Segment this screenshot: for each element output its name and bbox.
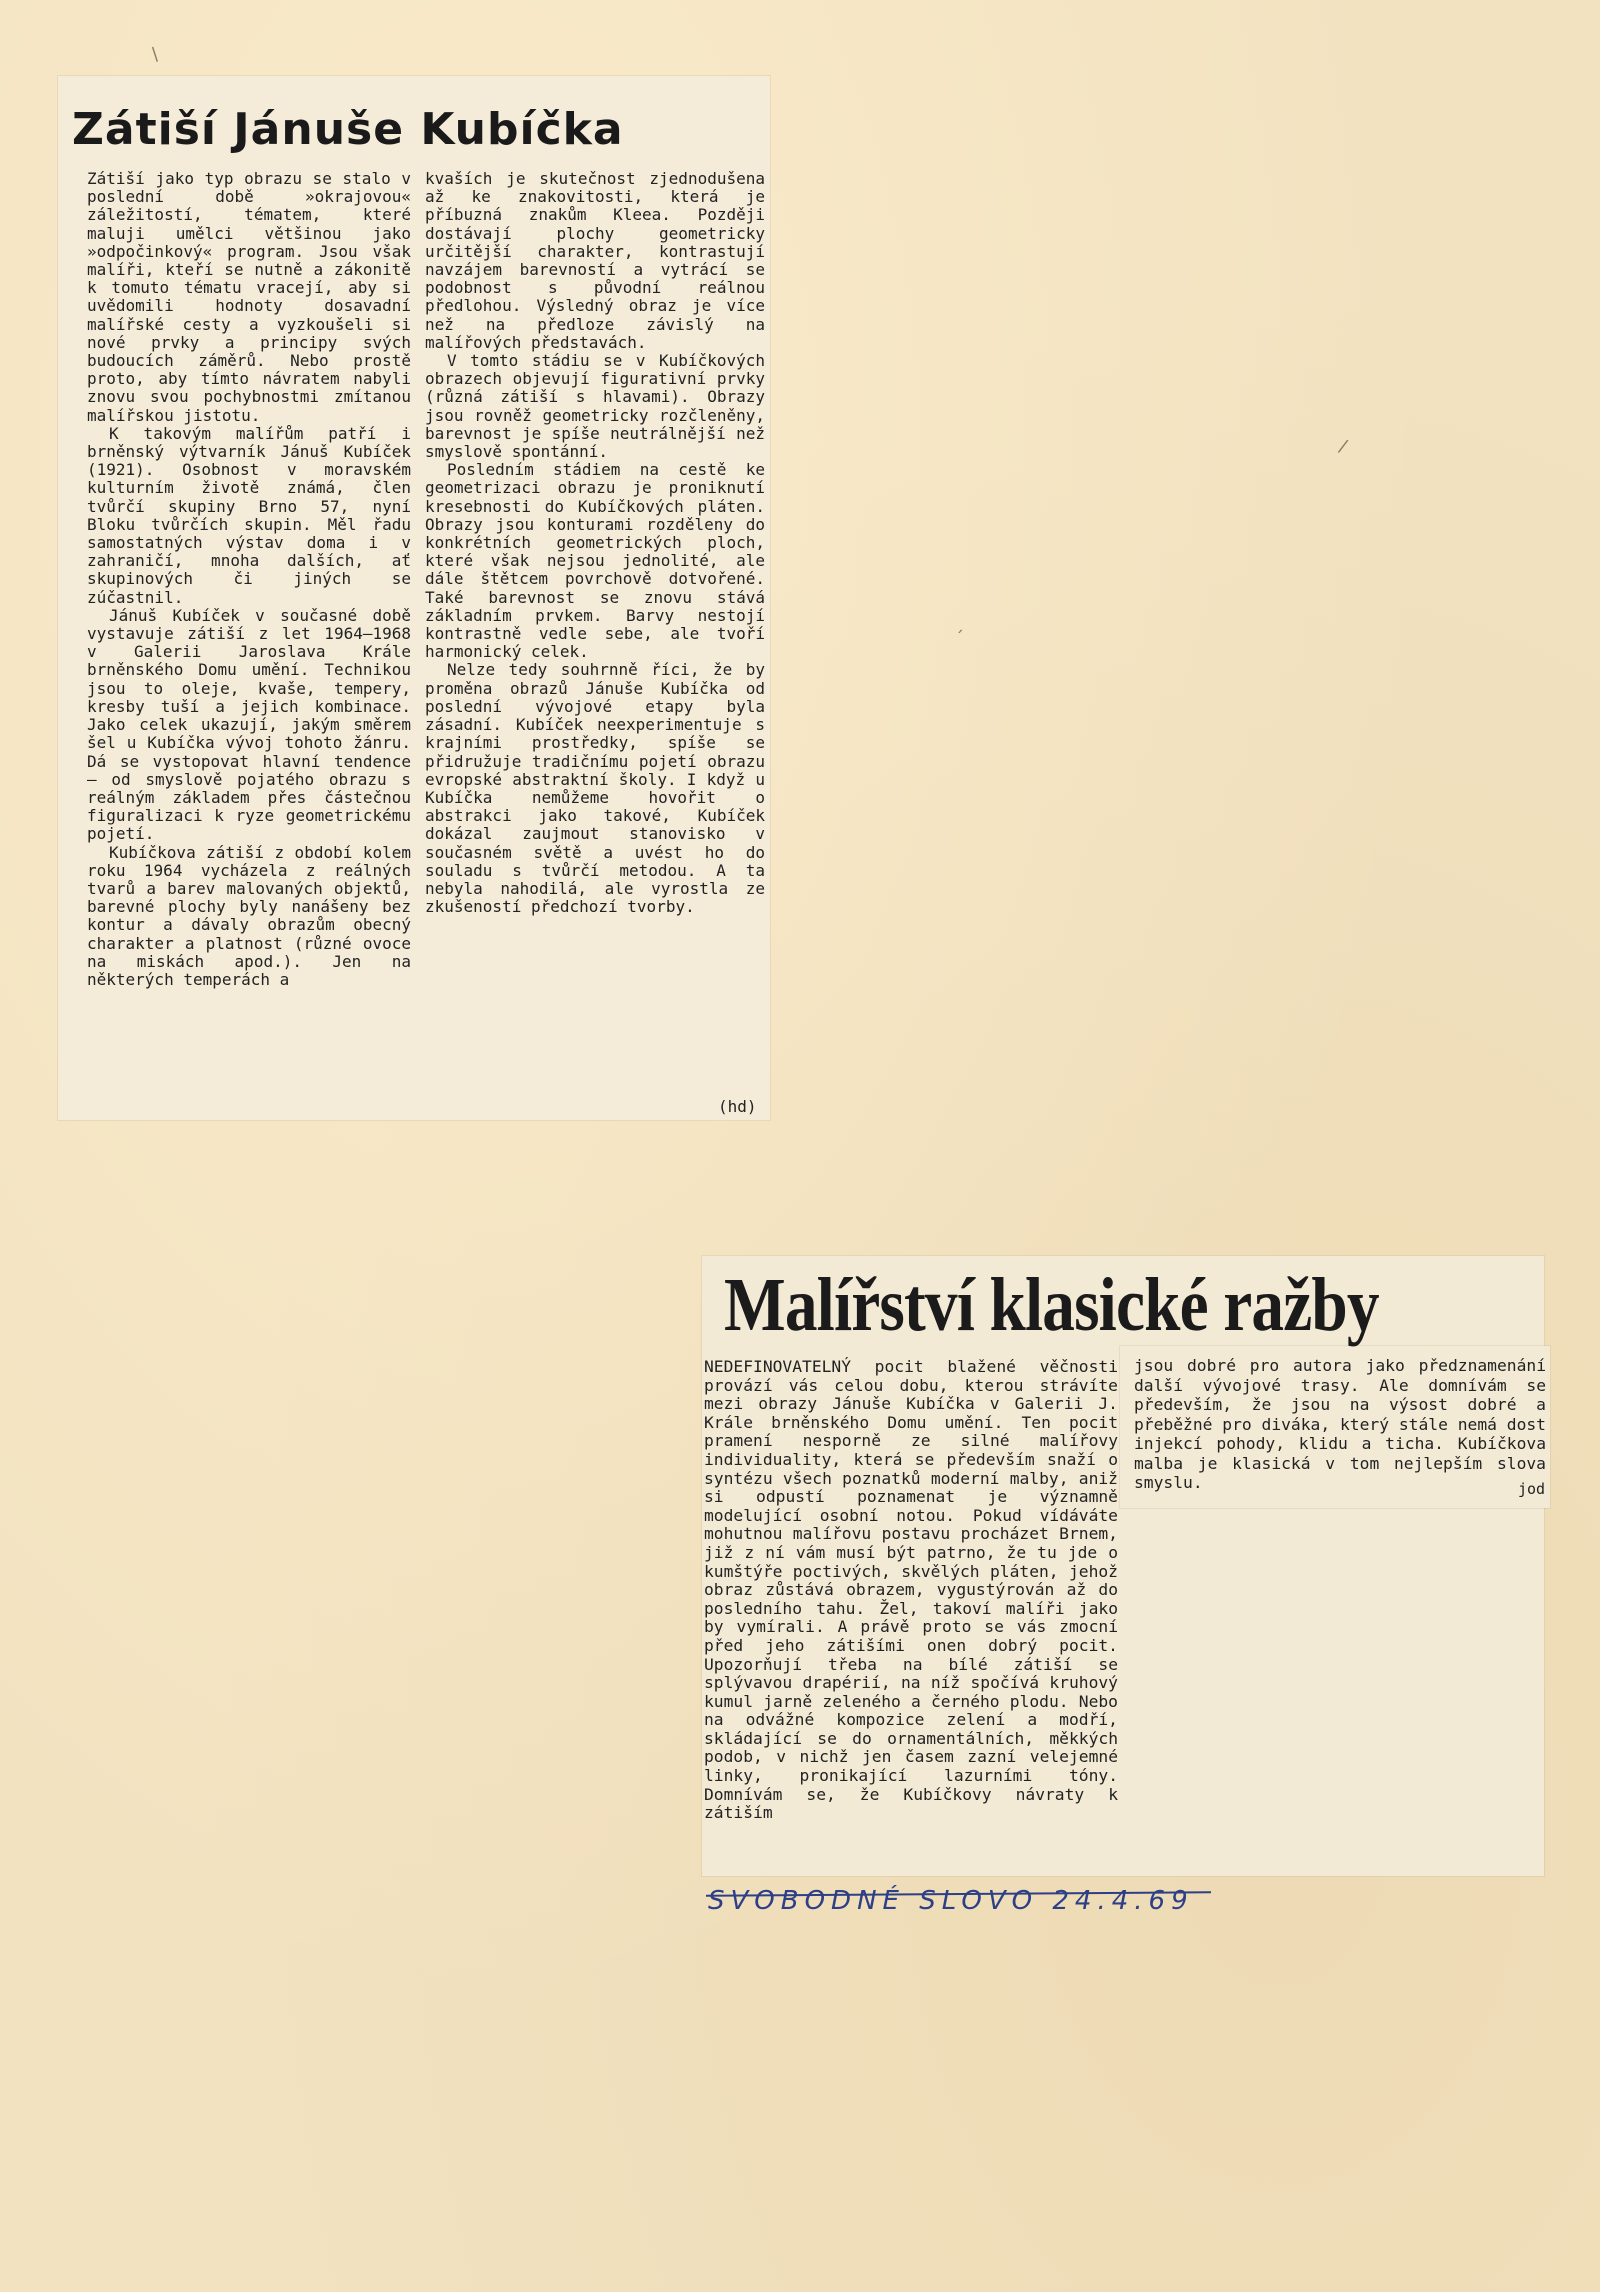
author-signature: jod [1518,1480,1546,1498]
article-column-right [425,170,765,916]
paragraph: jsou dobré pro autora jako předznamenání další vývojové trasy. Ale domnívám se především, že jsou na výsost dobré a přeběžné pro diváka, který stále nemá dost injekcí pohody, klidu a ticha. Kubíčkova malba je klasická v tom nejlepším slova smyslu. [1134,1356,1546,1492]
paper-mark: ´ [955,628,964,649]
article-column-right [1134,1356,1546,1493]
article-title: Zátiší Jánuše Kubíčka [72,104,624,155]
paper-mark: / [1336,435,1350,458]
paragraph: Nelze tedy souhrnně říci, že by proměna obrazů Jánuše Kubíčka od poslední vývojové etapy byla zásadní. Kubíček neexperimentuje s krajními prostředky, spíše se přidružuje tradičnímu pojetí obrazu evropské abstraktní školy. I když u Kubíčka nemůžeme hovořit o abstrakci jako takové, Kubíček dokázal zaujmout stanovisko v současném světě a uvést ho do souladu s tvůrčí metodou. A ta nebyla nahodilá, ale vyrostla ze zkušeností předchozí tvorby. [425,660,765,917]
author-signature: (hd) [718,1097,757,1116]
paragraph: NEDEFINOVATELNÝ pocit blažené věčnosti provází vás celou dobu, kterou strávíte mezi obrazy Jánuše Kubíčka v Galerii J. Krále brněnského Domu umění. Ten pocit pramení nesporně ze silné malířovy individuality, která se především snaží o syntézu všech poznatků moderní malby, aniž si odpustí poznamenat je významně modelující osobní notou. Pokud vídáváte mohutnou malířovu postavu procházet Brnem, již z ní vám musí být patrno, že tu jde o kumštýře poctivých, skvělých pláten, jehož obraz zůstává obrazem, vygustýrován až do posledního tahu. Žel, takoví malíři jako by vymírali. A právě proto se vás zmocní před jeho zátišími onen dobrý pocit. Upozorňují třeba na bílé zátiší se splývavou drapérií, na níž spočívá kruhový kumul jarně zeleného a černého plodu. Nebo na odvážné kompozice zelení a modří, skládající se do ornamentálních, měkkých podob, v nichž jen časem zazní velejemné linky, pronikající lazurními tóny. Domnívám se, že Kubíčkovy návraty k zátiším [704,1357,1118,1823]
paper-mark: / [146,44,164,65]
paragraph: kvaších je skutečnost zjednodušena až ke znakovitosti, která je příbuzná znakům Kleea. Později dostávají plochy geometricky určitější charakter, kontrastují navzájem barevností a vytrácí se podobnost s původní reálnou předlohou. Výsledný obraz je více než na předloze závislý na malířových představách. [425,169,765,352]
article-column-left [87,170,411,989]
paragraph: V tomto stádiu se v Kubíčkových obrazech objevují figurativní prvky (různá zátiší s hlavami). Obrazy jsou rovněž geometricky rozčleněny, barevnost je spíše neutrálnější než smyslově spontánní. [425,351,765,462]
paragraph: Kubíčkova zátiší z období kolem roku 1964 vycházela z reálných tvarů a barev malovaných objektů, barevné plochy byly nanášeny bez kontur a dávaly obrazům obecný charakter a platnost (různé ovoce na miskách apod.). Jen na některých temperách a [87,842,411,989]
handwritten-source-note: SVOBODNÉ SLOVO 24.4.69 [708,1886,1194,1916]
article-title: Malířství klasické ražby [724,1263,1379,1347]
paragraph: Posledním stádiem na cestě ke geometrizaci obrazu je proniknutí kresebnosti do Kubíčkových pláten. Obrazy jsou konturami rozděleny do konkrétních geometrických ploch, které však nejsou jednolité, ale dále štětcem povrchově dotvořené. Také barevnost se znovu stává základním prvkem. Barvy nestojí kontrastně vedle sebe, ale tvoří harmonický celek. [425,460,765,662]
paragraph: Zátiší jako typ obrazu se stalo v poslední době »okrajovou« záležitostí, tématem, které maluji umělci většinou jako »odpočinkový« program. Jsou však malíři, kteří se nutně a zákonitě k tomuto tématu vracejí, aby si uvědomili hodnoty dosavadní malířské cesty a vyzkoušeli si nové prvky a principy svých budoucích záměrů. Nebo prostě proto, aby tímto návratem nabyli znovu svou pochybnostmi zmítanou malířskou jistotu. [87,169,411,425]
article-column-left [704,1358,1118,1823]
paragraph: Jánuš Kubíček v současné době vystavuje zátiší z let 1964—1968 v Galerii Jaroslava Krále brněnského Domu umění. Technikou jsou to oleje, kvaše, tempery, kresby tuší a jejich kombinace. Jako celek ukazují, jakým směrem šel u Kubíčka vývoj tohoto žánru. Dá se vystopovat hlavní tendence — od smyslově pojatého obrazu s reálným základem přes částečnou figuralizaci k ryze geometrickému pojetí. [87,605,411,844]
paragraph: K takovým malířům patří i brněnský výtvarník Jánuš Kubíček (1921). Osobnost v moravském kulturním životě známá, člen tvůrčí skupiny Brno 57, nyní Bloku tvůrčích skupin. Měl řadu samostatných výstav doma i v zahraničí, mnoha dalších, ať skupinových či jiných se zúčastnil. [87,423,411,607]
